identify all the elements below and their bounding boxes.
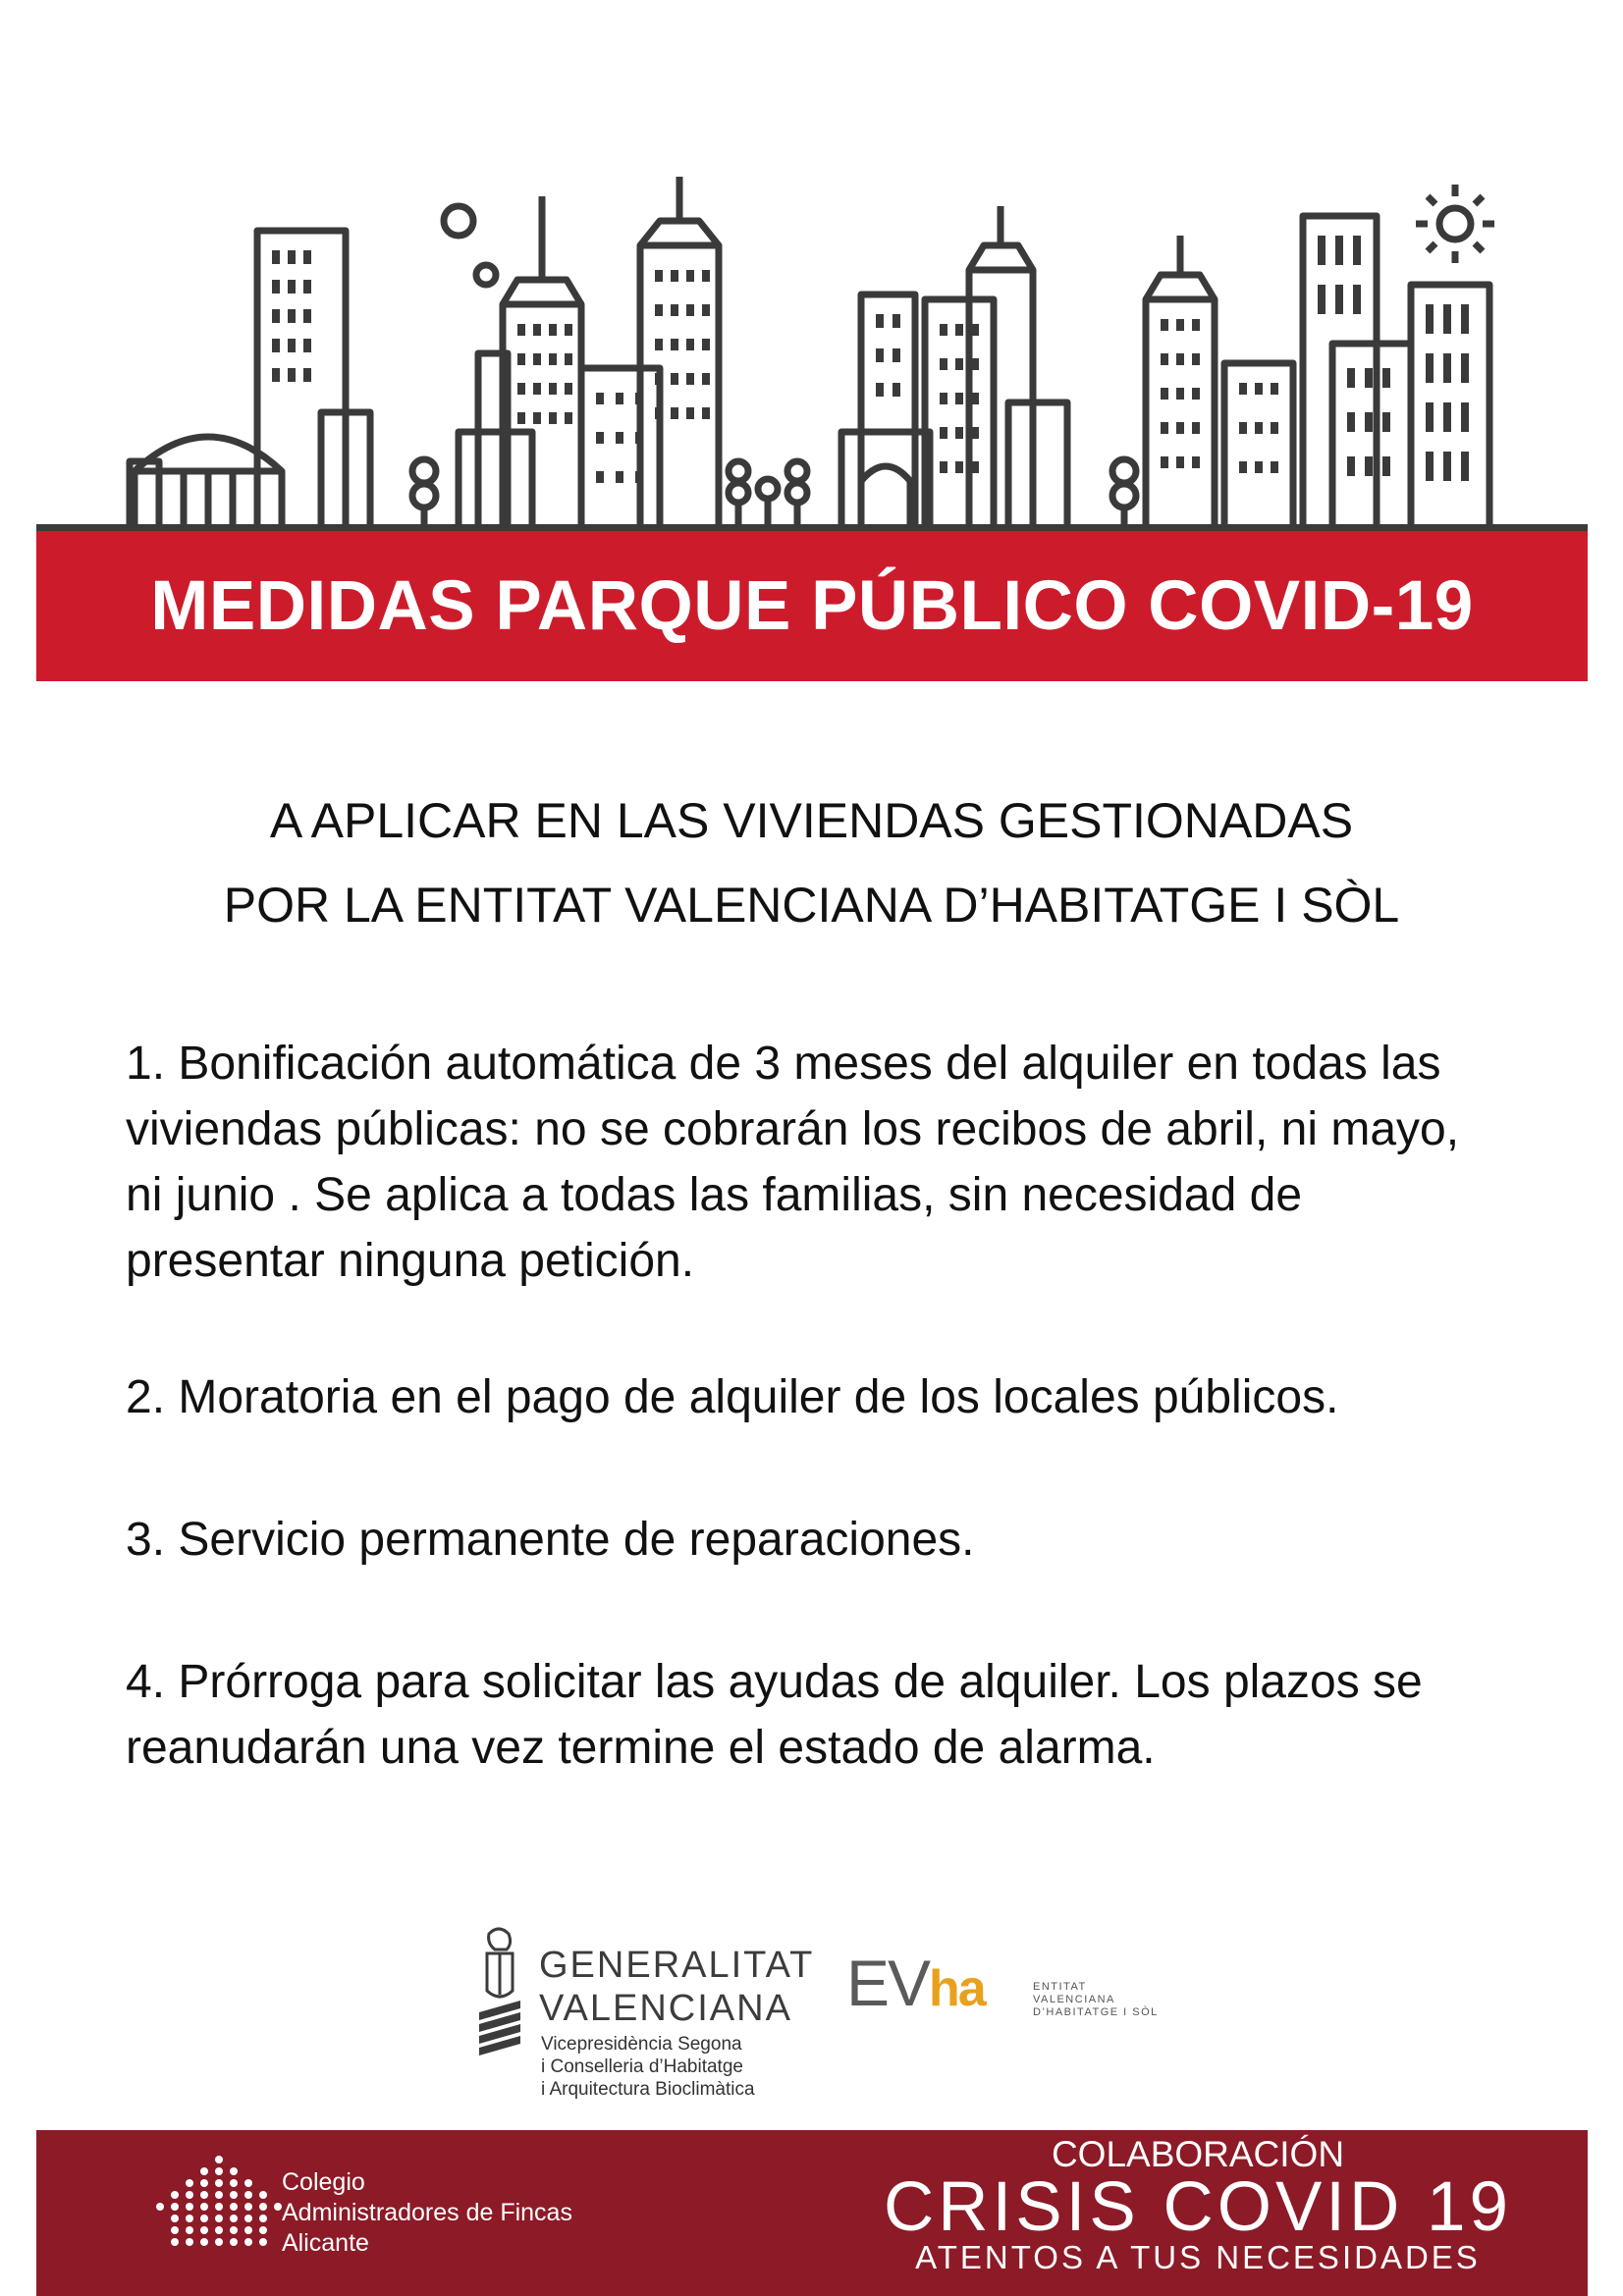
- measure-item-4: [126, 1649, 1500, 1781]
- evha-logo: [846, 1949, 985, 2017]
- evha-logo-ha: ha: [929, 1960, 985, 2017]
- subtitle: [98, 778, 1525, 947]
- page-title: MEDIDAS PARQUE PÚBLICO COVID-19: [150, 567, 1474, 645]
- measure-text: 3. Servicio permanente de reparaciones.: [126, 1514, 975, 1566]
- collab-title: CRISIS COVID 19: [884, 2168, 1512, 2246]
- subtitle-line-2: POR LA ENTITAT VALENCIANA D’HABITATGE I SÒL: [223, 878, 1400, 933]
- city-skyline-illustration: [36, 177, 1588, 532]
- evha-logo-ev: EV: [846, 1947, 930, 2019]
- measure-text: 4. Prórroga para solicitar las ayudas de alquiler. Los plazos se reanudarán una vez termine el estado de alarma.: [126, 1656, 1423, 1774]
- colegio-dots-logo-icon: [150, 2152, 288, 2260]
- collaboration-banner: [844, 2135, 1551, 2274]
- evha-name: ENTITAT VALENCIANA D’HABITATGE I SÒL: [1033, 1981, 1159, 2018]
- subtitle-line-1: A APLICAR EN LAS VIVIENDAS GESTIONADAS: [269, 793, 1354, 848]
- gva-name: GENERALITAT VALENCIANA: [539, 1945, 815, 2029]
- measure-item-3: [126, 1507, 1500, 1573]
- collab-tagline: ATENTOS A TUS NECESIDADES: [915, 2239, 1481, 2275]
- measure-item-2: [126, 1364, 1500, 1430]
- measure-text: 2. Moratoria en el pago de alquiler de los locales públicos.: [126, 1371, 1339, 1423]
- gva-department: Vicepresidència Segona i Conselleria d’Habitatge i Arquitectura Bioclimàtica: [541, 2034, 755, 2100]
- colegio-name: Colegio Administradores de Fincas Alicante: [282, 2168, 572, 2257]
- title-banner: [36, 531, 1588, 681]
- measure-item-1: [126, 1031, 1500, 1294]
- collab-heading: COLABORACIÓN: [1051, 2134, 1345, 2174]
- measure-text: 1. Bonificación automática de 3 meses del alquiler en todas las viviendas públicas: no se cobrarán los recibos de abril, ni mayo, ni junio . Se aplica a todas las familias, sin necesidad de presentar ninguna petición.: [126, 1038, 1460, 1287]
